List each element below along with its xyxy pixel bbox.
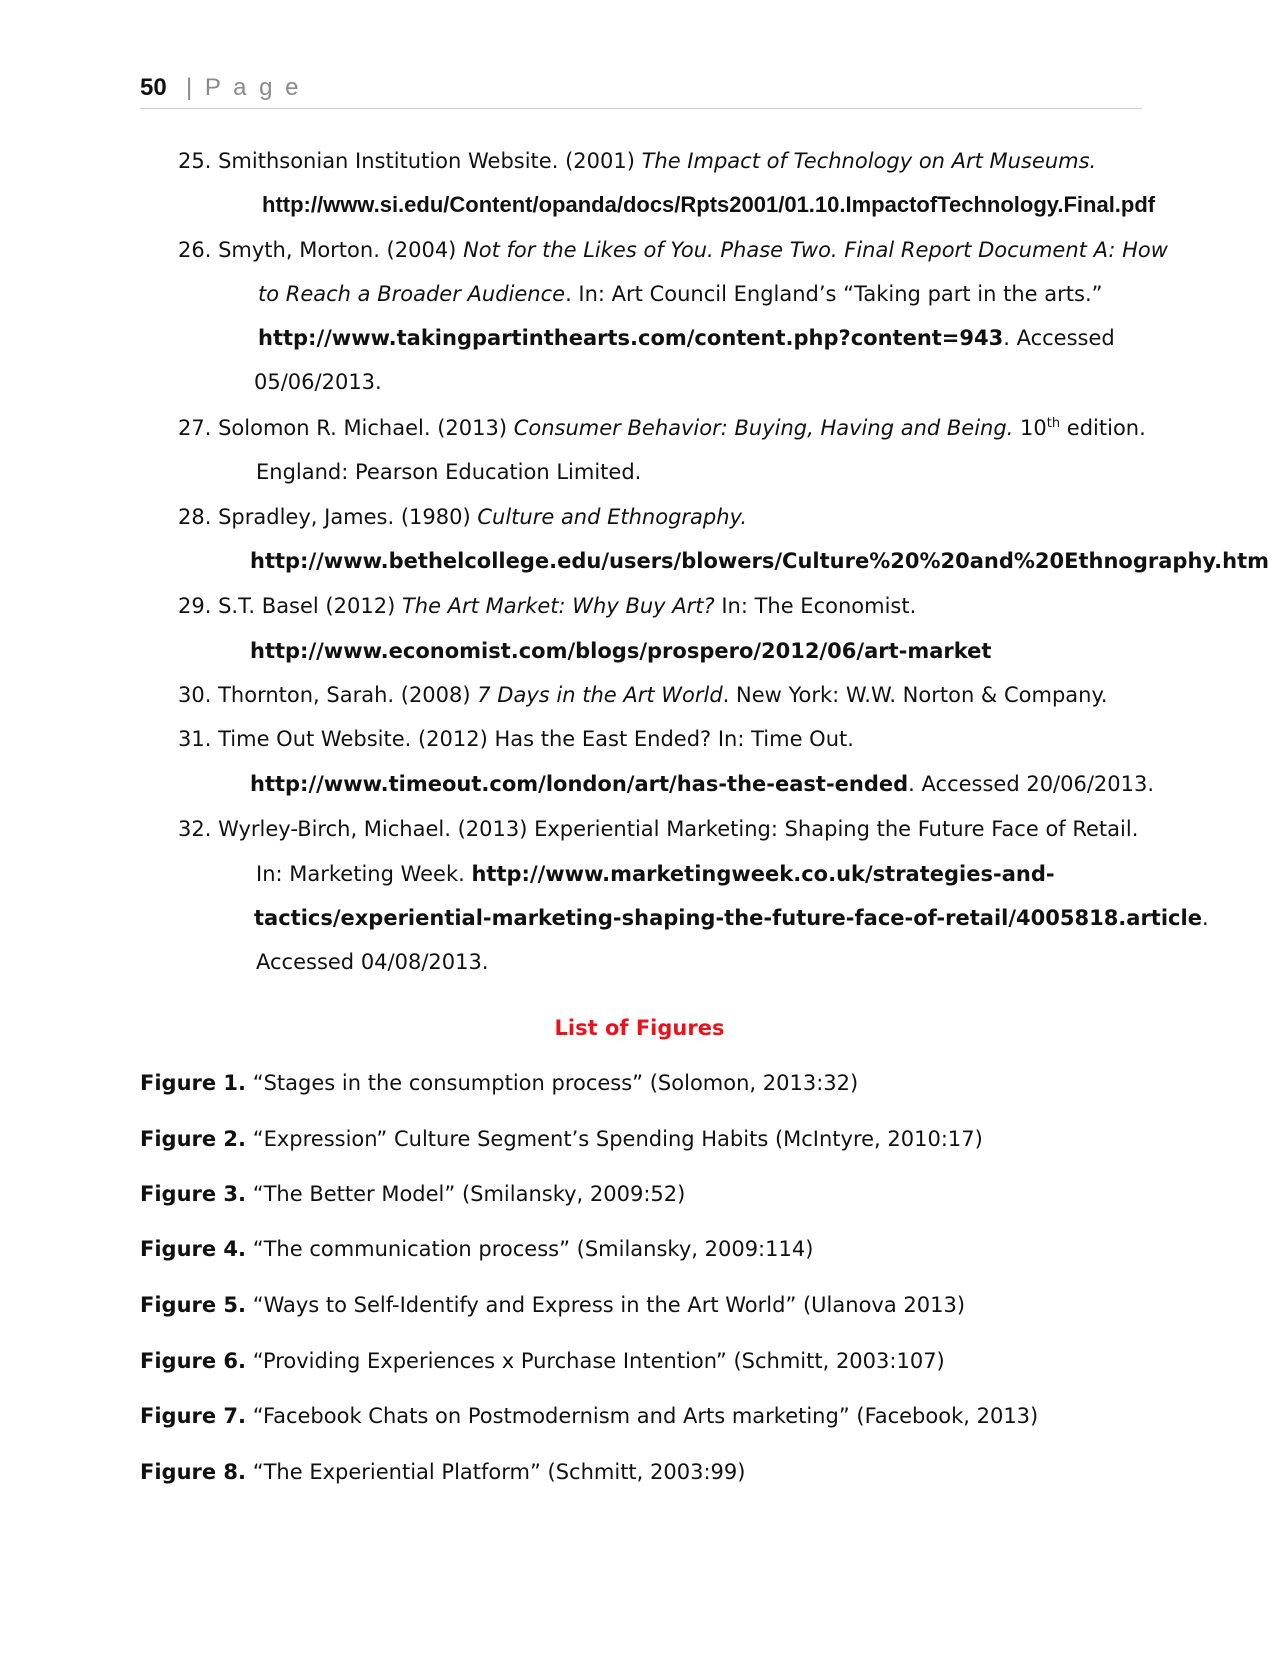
- figure-item: [140, 1235, 813, 1263]
- ref-title: Culture and Ethnography.: [477, 505, 748, 529]
- ref-url[interactable]: http://www.economist.com/blogs/prospero/2012/06/art-market: [250, 639, 992, 663]
- ref-edition-tail: edition.: [1060, 416, 1146, 440]
- ref-text: Solomon R. Michael. (2013): [218, 416, 514, 440]
- ref-text: S.T. Basel (2012): [218, 594, 402, 618]
- reference-32: [178, 815, 1138, 843]
- figure-item: [140, 1458, 745, 1486]
- reference-25: [178, 147, 1096, 175]
- ref-title: The Art Market: Why Buy Art?: [401, 594, 715, 618]
- figure-item: [140, 1402, 1038, 1430]
- ref-text: . New York: W.W. Norton & Company.: [722, 683, 1108, 707]
- page-number: 50: [140, 74, 167, 101]
- ref-url[interactable]: http://www.takingpartinthearts.com/content.php?content=943: [258, 326, 1004, 350]
- ref-title: The Impact of Technology on Art Museums.: [641, 149, 1097, 173]
- figure-label: Figure 1.: [140, 1071, 247, 1095]
- figure-label: Figure 8.: [140, 1460, 247, 1484]
- ref-text: In: Marketing Week.: [256, 862, 472, 886]
- ref-title: Not for the Likes of You. Phase Two. Final Report Document A: How: [463, 238, 1168, 262]
- ref-number: 27.: [178, 416, 212, 440]
- ref-edition-sup: th: [1046, 416, 1061, 431]
- ref-text: Spradley, James. (1980): [218, 505, 478, 529]
- figure-label: Figure 4.: [140, 1237, 247, 1261]
- figure-item: [140, 1347, 945, 1375]
- reference-26: [178, 236, 1168, 264]
- reference-27: [178, 414, 1146, 442]
- figure-caption: “The Experiential Platform” (Schmitt, 2003:99): [246, 1460, 746, 1484]
- ref-accessed: Accessed 04/08/2013.: [256, 950, 489, 974]
- ref-text: Thornton, Sarah. (2008): [218, 683, 478, 707]
- ref-number: 31.: [178, 727, 212, 751]
- figure-caption: “The Better Model” (Smilansky, 2009:52): [246, 1182, 686, 1206]
- ref-title-cont: to Reach a Broader Audience: [258, 282, 566, 306]
- ref-edition: 10: [1013, 416, 1047, 440]
- reference-30: [178, 681, 1108, 709]
- reference-29: [178, 592, 916, 620]
- figure-caption: “The communication process” (Smilansky, 2009:114): [246, 1237, 814, 1261]
- ref-number: 26.: [178, 238, 212, 262]
- reference-28: [178, 503, 747, 531]
- ref-text: Smyth, Morton. (2004): [218, 238, 464, 262]
- figure-caption: “Facebook Chats on Postmodernism and Arts marketing” (Facebook, 2013): [246, 1404, 1039, 1428]
- figure-label: Figure 6.: [140, 1349, 247, 1373]
- figure-label: Figure 2.: [140, 1127, 247, 1151]
- figure-item: [140, 1291, 965, 1319]
- figure-label: Figure 7.: [140, 1404, 247, 1428]
- ref-url-cont[interactable]: tactics/experiential-marketing-shaping-the-future-face-of-retail/4005818.article: [254, 906, 1202, 930]
- reference-31: [178, 725, 854, 753]
- figure-caption: “Ways to Self-Identify and Express in the Art World” (Ulanova 2013): [246, 1293, 966, 1317]
- ref-text: In: The Economist.: [714, 594, 917, 618]
- ref-url[interactable]: http://www.marketingweek.co.uk/strategies-and-: [471, 862, 1055, 886]
- ref-publisher: England: Pearson Education Limited.: [256, 460, 642, 484]
- ref-url[interactable]: http://www.timeout.com/london/art/has-the-east-ended: [250, 772, 909, 796]
- ref-number: 32.: [178, 817, 212, 841]
- ref-text: .: [1201, 906, 1209, 930]
- figure-label: Figure 3.: [140, 1182, 247, 1206]
- ref-title: 7 Days in the Art World: [477, 683, 723, 707]
- ref-number: 30.: [178, 683, 212, 707]
- ref-title: Consumer Behavior: Buying, Having and Being.: [513, 416, 1014, 440]
- ref-text: . In: Art Council England’s “Taking part in the arts.”: [565, 282, 1103, 306]
- figure-caption: “Expression” Culture Segment’s Spending Habits (McIntyre, 2010:17): [246, 1127, 983, 1151]
- ref-url[interactable]: http://www.si.edu/Content/opanda/docs/Rpts2001/01.10.ImpactofTechnology.Final.pdf: [262, 192, 1156, 217]
- page-header: [140, 72, 1142, 109]
- figure-caption: “Stages in the consumption process” (Solomon, 2013:32): [246, 1071, 859, 1095]
- ref-accessed: . Accessed 20/06/2013.: [908, 772, 1155, 796]
- ref-accessed: . Accessed: [1003, 326, 1115, 350]
- figure-label: Figure 5.: [140, 1293, 247, 1317]
- ref-number: 28.: [178, 505, 212, 529]
- ref-text: Smithsonian Institution Website. (2001): [218, 149, 642, 173]
- figure-item: [140, 1180, 685, 1208]
- ref-url[interactable]: http://www.bethelcollege.edu/users/blowers/Culture%20%20and%20Ethnography.htm: [250, 549, 1270, 573]
- list-of-figures-title: List of Figures: [554, 1016, 725, 1040]
- ref-date: 05/06/2013.: [254, 370, 382, 394]
- figure-item: [140, 1069, 858, 1097]
- page-word: | P a g e: [186, 74, 302, 101]
- figure-item: [140, 1125, 983, 1153]
- ref-number: 29.: [178, 594, 212, 618]
- ref-text: Time Out Website. (2012) Has the East Ended? In: Time Out.: [218, 727, 854, 751]
- ref-text: Wyrley-Birch, Michael. (2013) Experiential Marketing: Shaping the Future Face of Retail.: [218, 817, 1139, 841]
- figure-caption: “Providing Experiences x Purchase Intention” (Schmitt, 2003:107): [246, 1349, 945, 1373]
- ref-number: 25.: [178, 149, 212, 173]
